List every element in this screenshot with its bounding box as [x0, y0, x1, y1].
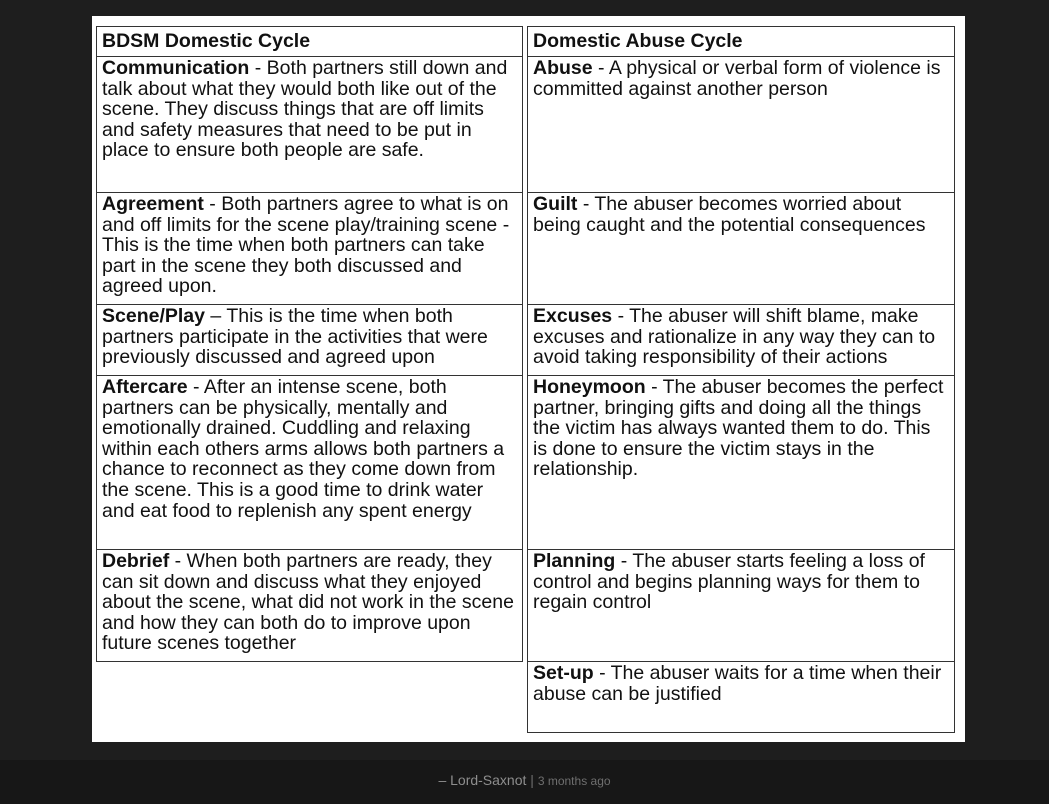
comparison-table-image [92, 16, 965, 742]
cell-text: - The abuser will shift blame, make excuses and rationalize in any way they can to avoid taking responsibility of their actions [533, 305, 936, 369]
cell-text: - After an intense scene, both partners can be physically, mentally and emotionally drained. Cuddling and relaxing within each others arms allows both partners a chance to reconnect as they come down from the scene. This is a good time to drink water and eat food to replenish any spent energy [102, 376, 505, 522]
cell-term: Debrief [102, 550, 170, 572]
cell-term: Agreement [102, 193, 204, 215]
cell-term: Planning [533, 550, 616, 572]
table-cell-agreement [96, 192, 523, 305]
caption-separator: | [530, 772, 534, 788]
author-link[interactable]: – Lord-Saxnot [438, 772, 527, 788]
table-cell-set-up [527, 661, 955, 733]
cell-text: - When both partners are ready, they can sit down and discuss what they enjoyed about the scene, what did not work in the scene and how they can both do to improve upon future scenes together [102, 550, 514, 655]
cell-text: - A physical or verbal form of violence is committed against another person [533, 57, 941, 100]
table-cell-scene-play [96, 304, 523, 376]
table-cell-abuse [527, 56, 955, 193]
image-caption [0, 772, 1049, 788]
cell-text: - The abuser becomes worried about being caught and the potential consequences [533, 193, 926, 236]
cell-text: - The abuser becomes the perfect partner, bringing gifts and doing all the things the victim has always wanted them to do. This is done to ensure the victim stays in the relationship. [533, 376, 944, 481]
cell-term: Honeymoon [533, 376, 646, 398]
table-cell-communication [96, 56, 523, 193]
cell-term: Scene/Play [102, 305, 205, 327]
cell-term: Excuses [533, 305, 613, 327]
cell-text: - Both partners still down and talk about what they would both like out of the scene. They discuss things that are off limits and safety measures that need to be put in place to ensure both people are safe. [102, 57, 508, 162]
cell-text: - The abuser starts feeling a loss of control and begins planning ways for them to regain control [533, 550, 925, 614]
cell-term: Communication [102, 57, 250, 79]
table-cell-aftercare [96, 375, 523, 550]
cell-text: - The abuser waits for a time when their abuse can be justified [533, 662, 942, 705]
left-column-header: BDSM Domestic Cycle [96, 26, 523, 57]
table-cell-honeymoon [527, 375, 955, 550]
table-cell-guilt [527, 192, 955, 305]
table-cell-planning [527, 549, 955, 662]
cell-text: - Both partners agree to what is on and off limits for the scene play/training scene - This is the time when both partners can take part in the scene they both discussed and agreed upon. [102, 193, 510, 298]
cell-term: Set-up [533, 662, 594, 684]
right-column-header: Domestic Abuse Cycle [527, 26, 955, 57]
table-cell-debrief [96, 549, 523, 662]
cell-term: Aftercare [102, 376, 188, 398]
cell-term: Abuse [533, 57, 593, 79]
post-timestamp[interactable]: 3 months ago [537, 774, 611, 788]
cell-term: Guilt [533, 193, 578, 215]
table-cell-excuses [527, 304, 955, 376]
cell-text: – This is the time when both partners participate in the activities that were previously discussed and agreed upon [102, 305, 488, 369]
